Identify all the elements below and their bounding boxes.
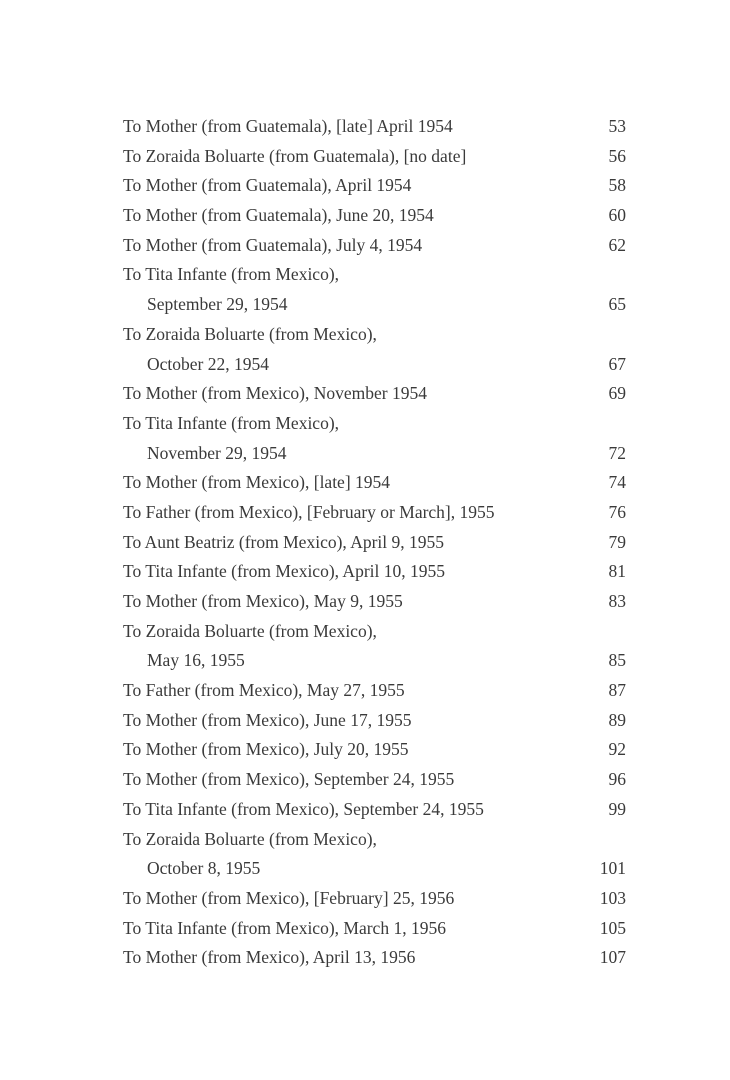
toc-entry-line	[123, 468, 626, 498]
entry-date-continuation: May 16, 1955	[147, 650, 245, 671]
entry-title: To Mother (from Mexico), June 17, 1955	[123, 709, 412, 730]
toc-entry-line	[123, 617, 626, 647]
toc-entry-line	[123, 142, 626, 172]
entry-title: To Mother (from Guatemala), [late] April 1954	[123, 116, 453, 136]
toc-entry-line	[123, 112, 626, 142]
entry-page-number: 65	[608, 294, 626, 315]
toc-entry-line	[123, 854, 626, 884]
toc-entry-line	[123, 260, 626, 290]
table-of-contents	[123, 112, 626, 973]
toc-entry-line	[123, 943, 626, 973]
toc-entry-line	[123, 706, 626, 736]
toc-entry-line	[123, 914, 626, 944]
entry-page-number: 58	[608, 175, 626, 196]
toc-entry-line	[123, 676, 626, 706]
toc-entry-line	[123, 557, 626, 587]
entry-page-number: 99	[608, 798, 626, 819]
entry-page-number: 105	[599, 917, 626, 938]
entry-title: To Tita Infante (from Mexico),	[123, 412, 340, 433]
entry-title: To Mother (from Guatemala), June 20, 1954	[123, 205, 434, 226]
toc-entry-line	[123, 646, 626, 676]
toc-entry-line	[123, 795, 626, 825]
entry-page-number: 107	[599, 947, 626, 968]
entry-page-number: 103	[599, 887, 626, 908]
toc-entry-line	[123, 735, 626, 765]
entry-date-continuation: November 29, 1954	[147, 442, 287, 463]
entry-title: To Tita Infante (from Mexico),	[123, 264, 340, 285]
entry-title: To Mother (from Guatemala), July 4, 1954	[123, 234, 423, 255]
toc-entry-line	[123, 231, 626, 261]
toc-entry-line	[123, 884, 626, 914]
entry-title: To Mother (from Mexico), May 9, 1955	[123, 591, 403, 611]
entry-page-number: 60	[608, 205, 626, 226]
entry-title: To Tita Infante (from Mexico), April 10, 1955	[123, 561, 445, 582]
toc-entry-line	[123, 825, 626, 855]
toc-entry-line	[123, 379, 626, 409]
entry-page-number: 56	[608, 145, 626, 166]
entry-title: To Mother (from Mexico), [February] 25, 1956	[123, 887, 455, 908]
toc-entry-line	[123, 498, 626, 528]
entry-page-number: 53	[608, 116, 626, 136]
entry-page-number: 85	[608, 650, 626, 671]
toc-entry-line	[123, 201, 626, 231]
toc-entry-line	[123, 528, 626, 558]
entry-page-number: 81	[608, 561, 626, 582]
entry-title: To Mother (from Mexico), July 20, 1955	[123, 739, 409, 760]
toc-entry-line	[123, 587, 626, 617]
toc-entry-line	[123, 290, 626, 320]
entry-page-number: 83	[608, 591, 626, 611]
entry-title: To Tita Infante (from Mexico), September 24, 1955	[123, 798, 484, 819]
entry-title: To Zoraida Boluarte (from Mexico),	[123, 828, 377, 849]
entry-page-number: 87	[608, 680, 626, 701]
entry-page-number: 69	[608, 383, 626, 404]
entry-title: To Mother (from Mexico), [late] 1954	[123, 472, 391, 493]
entry-title: To Mother (from Mexico), November 1954	[123, 383, 427, 404]
entry-page-number: 96	[608, 769, 626, 790]
entry-date-continuation: October 22, 1954	[147, 353, 269, 374]
entry-page-number: 67	[608, 353, 626, 374]
entry-title: To Mother (from Guatemala), April 1954	[123, 175, 412, 196]
entry-page-number: 79	[608, 531, 626, 552]
entry-title: To Aunt Beatriz (from Mexico), April 9, 1955	[123, 531, 445, 552]
toc-entry-line	[123, 439, 626, 469]
entry-page-number: 74	[608, 472, 626, 493]
entry-title: To Father (from Mexico), [February or March], 1955	[123, 501, 495, 522]
toc-entry-line	[123, 409, 626, 439]
entry-page-number: 62	[608, 234, 626, 255]
entry-date-continuation: October 8, 1955	[147, 858, 261, 879]
toc-entry-line	[123, 765, 626, 795]
entry-page-number: 76	[608, 501, 626, 522]
entry-title: To Zoraida Boluarte (from Mexico),	[123, 620, 377, 641]
entry-page-number: 89	[608, 709, 626, 730]
entry-title: To Father (from Mexico), May 27, 1955	[123, 680, 405, 701]
toc-entry-line	[123, 171, 626, 201]
entry-title: To Tita Infante (from Mexico), March 1, 1956	[123, 917, 446, 938]
entry-title: To Zoraida Boluarte (from Guatemala), [no date]	[123, 145, 467, 166]
entry-title: To Mother (from Mexico), September 24, 1955	[123, 769, 455, 790]
entry-title: To Mother (from Mexico), April 13, 1956	[123, 947, 416, 968]
entry-page-number: 92	[608, 739, 626, 760]
toc-entry-line	[123, 320, 626, 350]
toc-entry-line	[123, 350, 626, 380]
entry-title: To Zoraida Boluarte (from Mexico),	[123, 323, 377, 344]
entry-page-number: 101	[599, 858, 626, 879]
entry-date-continuation: September 29, 1954	[147, 294, 288, 315]
entry-page-number: 72	[608, 442, 626, 463]
